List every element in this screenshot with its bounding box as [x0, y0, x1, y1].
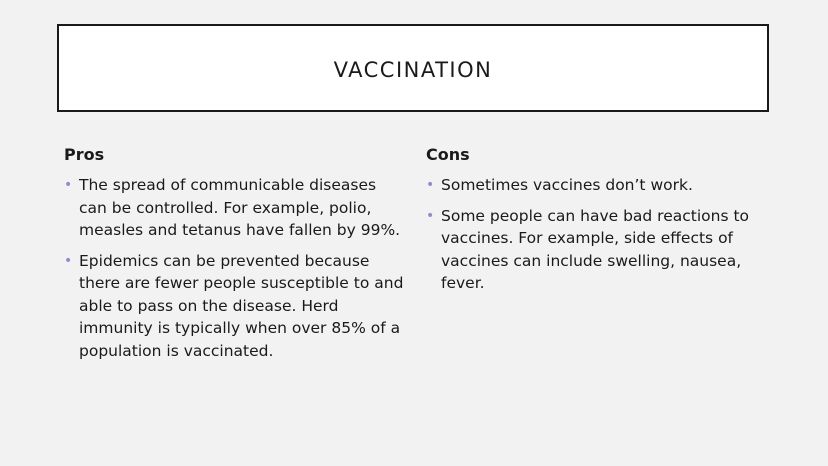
bullet-icon: •: [426, 177, 435, 193]
bullet-icon: •: [64, 177, 73, 193]
pros-item-text: The spread of communicable diseases can be controlled. For example, polio, measles and tetanus have fallen by 99%.: [79, 176, 401, 239]
cons-list: [426, 174, 776, 295]
list-item: [426, 205, 776, 295]
title-box: [57, 24, 769, 112]
list-item: [64, 250, 404, 363]
cons-item-text: Sometimes vaccines don’t work.: [441, 176, 693, 194]
slide-title: VACCINATION: [333, 58, 493, 82]
cons-heading: Cons: [426, 145, 470, 164]
pros-column: [64, 144, 404, 370]
cons-item-text: Some people can have bad reactions to vaccines. For example, side effects of vaccines can include swelling, nausea, fever.: [441, 206, 750, 292]
bullet-icon: •: [64, 252, 73, 269]
cons-column: [426, 144, 776, 303]
pros-item-text: Epidemics can be prevented because there are fewer people susceptible to and able to pass on the disease. Herd immunity is typically when over 85% of a population is vaccinated.: [79, 251, 404, 360]
bullet-icon: •: [426, 207, 435, 224]
list-item: [64, 174, 404, 242]
list-item: [426, 174, 776, 197]
pros-list: [64, 174, 404, 362]
pros-heading: Pros: [64, 145, 105, 164]
